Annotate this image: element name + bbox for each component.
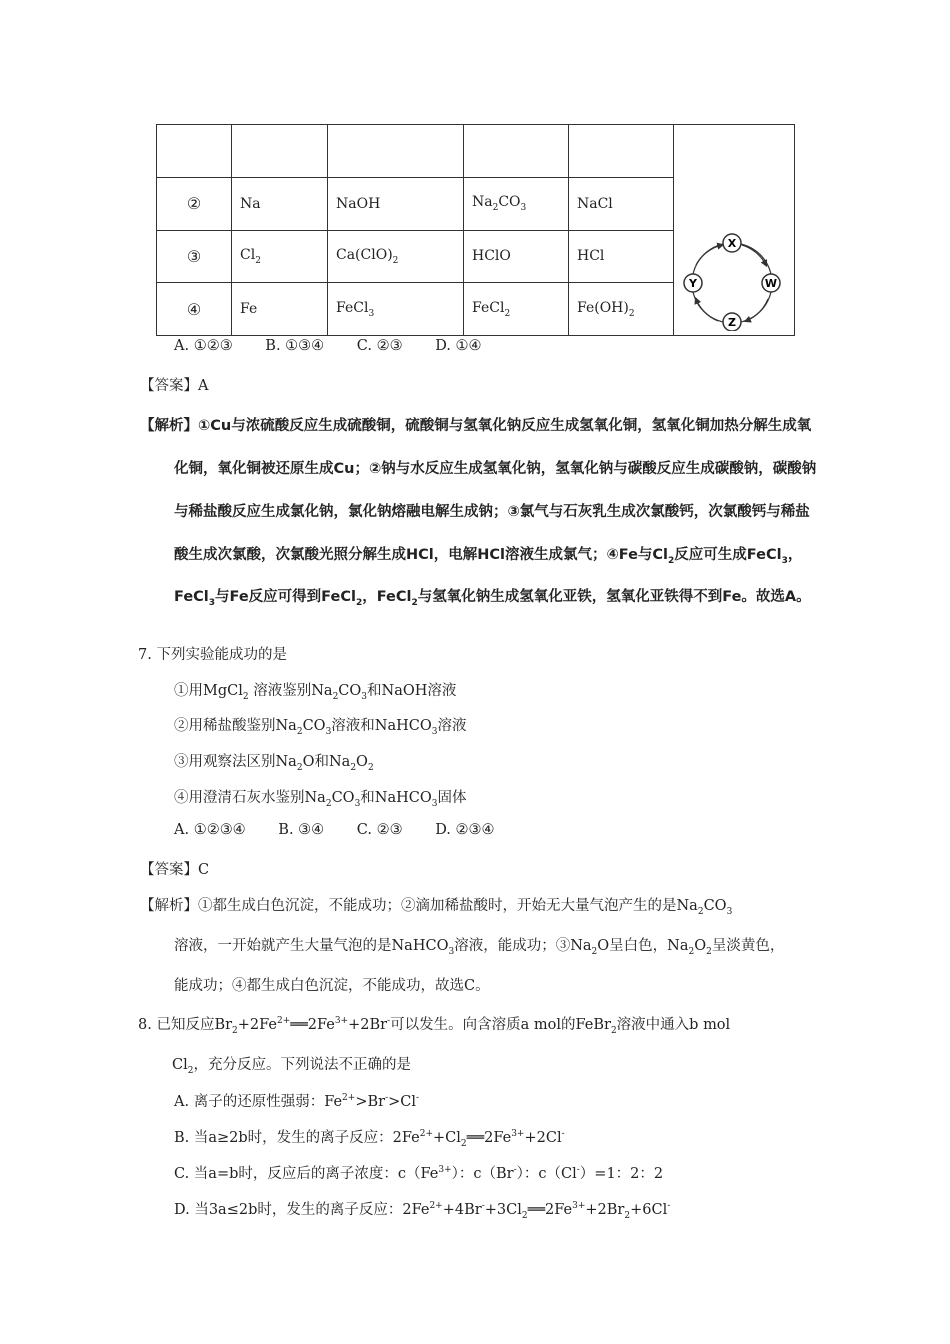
q7-stem: 7. 下列实验能成功的是 bbox=[138, 647, 287, 663]
table-cell: HCl bbox=[569, 230, 674, 283]
node-z bbox=[723, 313, 741, 331]
q8-option-a: A. 离子的还原性强弱：$Fe^{2+}>Br^->Cl^-$ bbox=[174, 1093, 420, 1110]
node-x bbox=[723, 234, 741, 252]
table-cell bbox=[328, 125, 464, 178]
q8-option-d: D. 当3a≤2b时，发生的离子反应：$2Fe^{2+}+4Br^-+3Cl_2══2Fe^{3+}+2Br_2+6Cl^-$ bbox=[174, 1201, 671, 1221]
q7-item: ③用观察法区别$Na_2O$和$Na_2O_2$ bbox=[174, 754, 374, 773]
option-d: D. ②③④ bbox=[435, 822, 495, 838]
table-header-row bbox=[157, 125, 795, 178]
table-cell: Na bbox=[232, 177, 328, 230]
table-cell: $Fe(OH)_2$ bbox=[569, 283, 674, 336]
option-c: C. ②③ bbox=[356, 822, 403, 838]
table-cell: NaOH bbox=[328, 177, 464, 230]
table-cell: $Na_2CO_3$ bbox=[464, 177, 569, 230]
q8-option-b: B. 当a≥2b时，发生的离子反应：$2Fe^{2+}+Cl_2══2Fe^{3+}+2Cl^-$ bbox=[174, 1129, 565, 1149]
option-b: B. ③④ bbox=[278, 822, 325, 838]
node-w bbox=[762, 274, 780, 292]
cycle-diagram bbox=[674, 125, 794, 331]
q6-analysis-line: 化铜，氧化铜被还原生成Cu；②钠与水反应生成氢氧化钠，氢氧化钠与碳酸反应生成碳酸钠，碳酸钠 bbox=[174, 461, 817, 477]
option-b: B. ①③④ bbox=[265, 338, 325, 354]
q7-item: ①用MgCl$_2$ 溶液鉴别$Na_2CO_3$和NaOH溶液 bbox=[174, 683, 457, 702]
q8-option-c: C. 当a=b时，反应后的离子浓度：$c(Fe^{3+})$：c（Br-）：c（Cl-）=1：2：2 bbox=[174, 1165, 664, 1182]
q6-analysis-line: FeCl$_3$与Fe反应可得到FeCl$_2$，FeCl$_2$与氢氧化钠生成氢氧化亚铁，氢氧化亚铁得不到Fe。故选A。 bbox=[174, 589, 811, 608]
table-cell bbox=[464, 125, 569, 178]
q7-item: ②用稀盐酸鉴别$Na_2CO_3$溶液和NaHCO$_3$溶液 bbox=[174, 718, 467, 737]
table-cell bbox=[569, 125, 674, 178]
svg-text:Z: Z bbox=[728, 316, 736, 329]
q7-analysis-line: 【解析】①都生成白色沉淀，不能成功；②滴加稀盐酸时，开始无大量气泡产生的是$Na_2CO_3$ bbox=[140, 898, 733, 917]
q7-answer: 【答案】C bbox=[140, 862, 210, 878]
q7-analysis-line: 能成功；④都生成白色沉淀，不能成功，故选C。 bbox=[174, 978, 490, 994]
table-cell: $Cl_2$ bbox=[232, 230, 328, 283]
row-number: ② bbox=[157, 177, 232, 230]
svg-text:W: W bbox=[764, 277, 778, 290]
q7-analysis-line: 溶液，一开始就产生大量气泡的是NaHCO$_3$溶液，能成功；$③Na_2O$呈白色，$Na_2O_2$呈淡黄色， bbox=[174, 938, 785, 957]
table-cell bbox=[232, 125, 328, 178]
row-number: ③ bbox=[157, 230, 232, 283]
table-cell bbox=[157, 125, 232, 178]
reaction-table bbox=[156, 124, 795, 336]
table-cell: FeCl$_2$ bbox=[464, 283, 569, 336]
table-cell: HClO bbox=[464, 230, 569, 283]
svg-text:Y: Y bbox=[689, 277, 697, 290]
q8-stem-continued: $Cl_2$，充分反应。下列说法不正确的是 bbox=[172, 1057, 411, 1076]
option-a: A. ①②③④ bbox=[174, 822, 246, 838]
q6-options bbox=[174, 338, 510, 354]
cycle-diagram-cell bbox=[674, 125, 795, 336]
option-a: A. ①②③ bbox=[174, 338, 233, 354]
svg-text:X: X bbox=[727, 237, 737, 250]
q6-analysis-line: 酸生成次氯酸，次氯酸光照分解生成HCl，电解HCl溶液生成氯气；④Fe与$Cl_2$反应可生成FeCl$_3$， bbox=[174, 547, 803, 566]
table-cell: $Ca(ClO)_2$ bbox=[328, 230, 464, 283]
q6-analysis-line: 与稀盐酸反应生成氯化钠，氯化钠熔融电解生成钠；③氯气与石灰乳生成次氯酸钙，次氯酸钙与稀盐 bbox=[174, 504, 810, 520]
q8-stem: 8. 已知反应$Br_2+2Fe^{2+}══2Fe^{3+}+2Br^-$可以发生。向含溶质a mol的FeBr$_2$溶液中通入b mol bbox=[138, 1016, 731, 1036]
table-cell: NaCl bbox=[569, 177, 674, 230]
q6-analysis-line: 【解析】①Cu与浓硫酸反应生成硫酸铜，硫酸铜与氢氧化钠反应生成氢氧化铜，氢氧化铜加热分解生成氧 bbox=[140, 418, 812, 434]
q7-item: ④用澄清石灰水鉴别$Na_2CO_3$和NaHCO$_3$固体 bbox=[174, 790, 467, 809]
row-number: ④ bbox=[157, 283, 232, 336]
q6-answer: 【答案】A bbox=[140, 378, 209, 394]
option-d: D. ①④ bbox=[435, 338, 482, 354]
table-cell: Fe bbox=[232, 283, 328, 336]
node-y bbox=[684, 274, 702, 292]
q7-options bbox=[174, 822, 523, 838]
table-cell: FeCl$_3$ bbox=[328, 283, 464, 336]
option-c: C. ②③ bbox=[356, 338, 403, 354]
